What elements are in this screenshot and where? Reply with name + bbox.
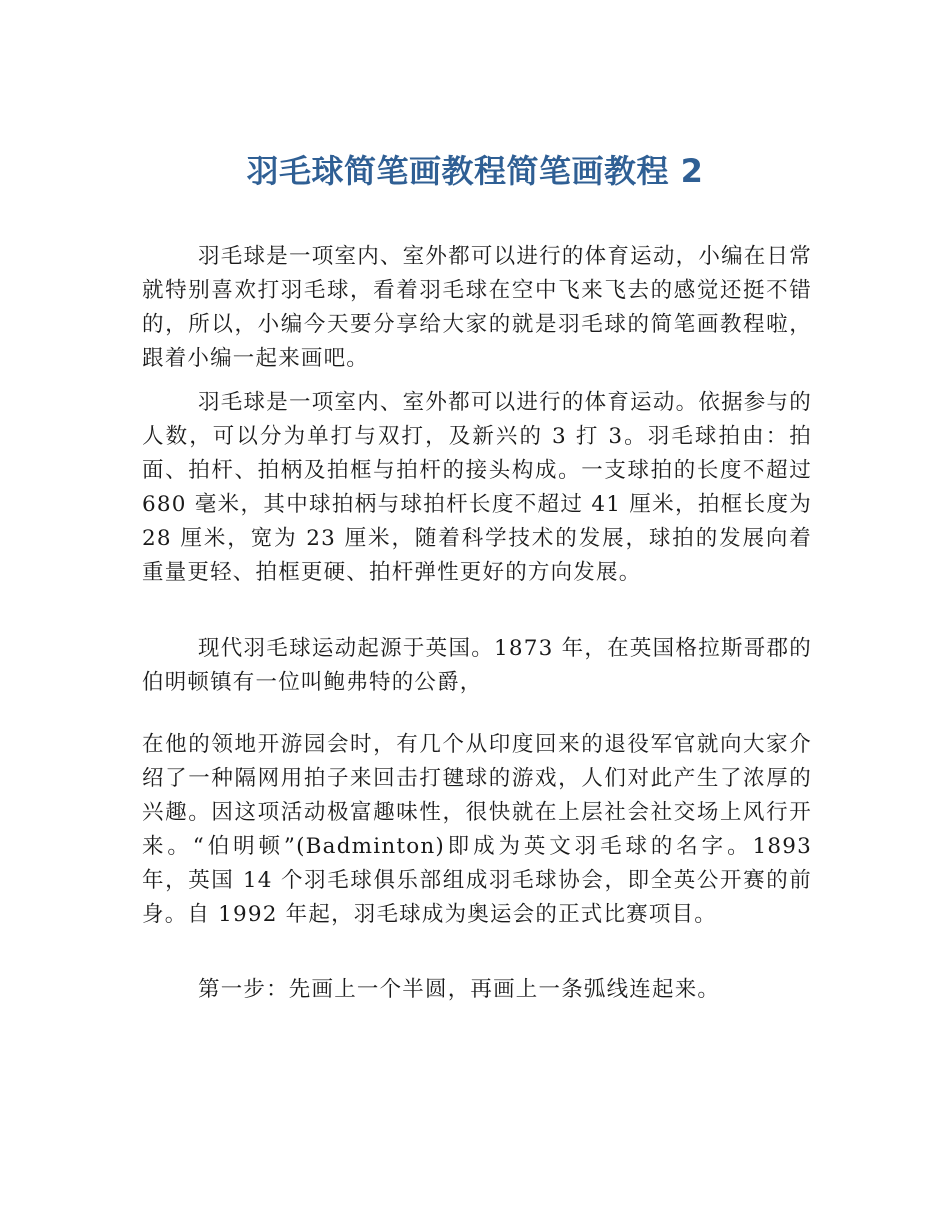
paragraph-step-one: 第一步：先画上一个半圆，再画上一条弧线连起来。	[198, 977, 721, 1002]
paragraph-racket-description: 羽毛球是一项室内、室外都可以进行的体育运动。依据参与的人数，可以分为单打与双打，及新兴的 3 打 3。羽毛球拍由：拍面、拍杆、拍柄及拍框与拍杆的接头构成。一支球拍的长度不超过 680 毫米，其中球拍柄与球拍杆长度不超过 41 厘米，拍框长度为 28 厘米，宽为 23 厘米，随着科学技术的发展，球拍的发展向着重量更轻、拍框更硬、拍杆弹性更好的方向发展。	[142, 390, 812, 585]
document-title: 羽毛球简笔画教程简笔画教程 2	[246, 152, 704, 190]
paragraph-history-start: 现代羽毛球运动起源于英国。1873 年，在英国格拉斯哥郡的伯明顿镇有一位叫鲍弗特的公爵，	[142, 636, 812, 695]
paragraph-intro: 羽毛球是一项室内、室外都可以进行的体育运动，小编在日常就特别喜欢打羽毛球，看着羽毛球在空中飞来飞去的感觉还挺不错的，所以，小编今天要分享给大家的就是羽毛球的简笔画教程啦，跟着小编一起来画吧。	[142, 244, 812, 371]
paragraph-history-continued: 在他的领地开游园会时，有几个从印度回来的退役军官就向大家介绍了一种隔网用拍子来回击打毽球的游戏，人们对此产生了浓厚的兴趣。因这项活动极富趣味性，很快就在上层社会社交场上风行开来。“伯明顿”(Badminton)即成为英文羽毛球的名字。1893 年，英国 14 个羽毛球俱乐部组成羽毛球协会，即全英公开赛的前身。自 1992 年起，羽毛球成为奥运会的正式比赛项目。	[142, 732, 812, 927]
